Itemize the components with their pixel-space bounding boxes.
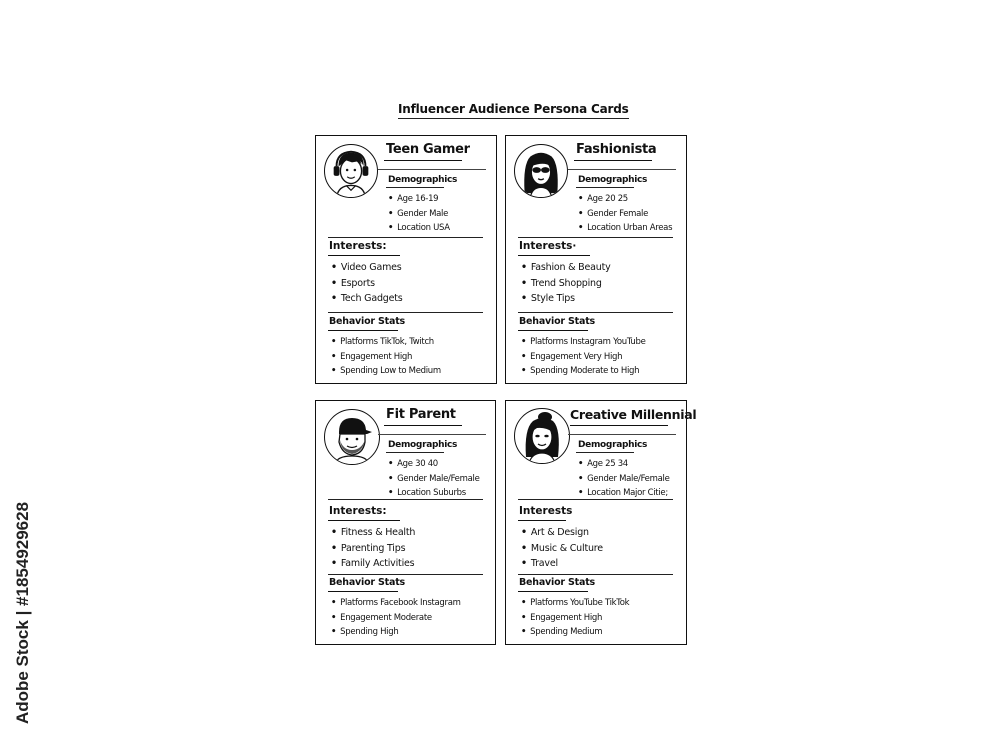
bullet-icon: • [521, 351, 527, 362]
divider [576, 187, 634, 188]
list-item: • Spending Medium [521, 627, 603, 637]
interests-heading: Interests· [519, 240, 577, 252]
fashionista-sunglasses-avatar-icon [514, 144, 568, 198]
bullet-icon: • [521, 277, 527, 289]
behavior-heading: Behavior Stats [329, 316, 406, 327]
bullet-icon: • [388, 473, 394, 484]
list-item: • Travel [521, 558, 558, 569]
bullet-icon: • [521, 558, 527, 569]
divider [328, 574, 483, 575]
list-item: • Engagement High [331, 351, 413, 362]
divider [574, 160, 652, 161]
behavior-list [331, 335, 441, 379]
divider [328, 312, 483, 313]
list-item: • Platforms Facebook Instagram [331, 598, 461, 608]
list-item: • Engagement High [521, 612, 603, 623]
bullet-icon: • [331, 598, 337, 608]
creative-millennial-avatar-icon [514, 408, 570, 464]
persona-card-fashionista [505, 135, 687, 384]
divider [576, 452, 634, 453]
divider [378, 434, 486, 435]
persona-card-creative-millennial [505, 400, 697, 645]
behavior-heading: Behavior Stats [519, 577, 596, 588]
bullet-icon: • [388, 223, 394, 233]
list-item: • Engagement Moderate [331, 612, 432, 623]
list-item: • Gender Male [388, 208, 448, 219]
list-item: • Location Urban Areas [578, 223, 673, 233]
demographics-list [578, 457, 670, 501]
interests-heading: Interests [519, 505, 573, 517]
behavior-heading: Behavior Stats [329, 577, 406, 588]
list-item: • Esports [331, 277, 375, 289]
list-item: • Spending High [331, 627, 399, 637]
persona-name: Fashionista [576, 142, 657, 157]
divider [386, 452, 444, 453]
persona-card-fit-parent [315, 400, 496, 645]
bullet-icon: • [331, 293, 337, 304]
bullet-icon: • [331, 277, 337, 289]
bullet-icon: • [521, 627, 527, 637]
divider [384, 425, 462, 426]
divider [518, 312, 673, 313]
demographics-list [388, 457, 480, 501]
divider [328, 330, 398, 331]
list-item: • Platforms YouTube TikTok [521, 598, 630, 608]
bullet-icon: • [388, 459, 394, 469]
list-item: • Location Major Citie; [578, 488, 668, 498]
interests-heading: Interests: [329, 505, 387, 517]
list-item: • Gender Male/Female [388, 473, 480, 484]
bullet-icon: • [578, 488, 584, 498]
bullet-icon: • [331, 527, 337, 538]
list-item: • Location USA [388, 223, 450, 233]
bullet-icon: • [388, 194, 394, 204]
divider [518, 591, 588, 592]
bullet-icon: • [331, 262, 337, 273]
bullet-icon: • [578, 459, 584, 469]
interests-list [331, 525, 415, 572]
bullet-icon: • [331, 542, 337, 554]
divider [328, 237, 483, 238]
teen-gamer-headset-avatar-icon [324, 144, 378, 198]
demographics-heading: Demographics [578, 440, 648, 450]
divider [378, 169, 486, 170]
divider [518, 255, 590, 256]
bullet-icon: • [521, 262, 527, 273]
bullet-icon: • [388, 488, 394, 498]
bullet-icon: • [388, 208, 394, 219]
list-item: • Platforms TikTok, Twitch [331, 337, 434, 347]
list-item: • Tech Gadgets [331, 293, 403, 304]
bullet-icon: • [331, 366, 337, 376]
persona-name: Teen Gamer [386, 142, 470, 157]
divider [518, 330, 588, 331]
bullet-icon: • [521, 527, 527, 538]
bullet-icon: • [521, 337, 527, 347]
bullet-icon: • [578, 194, 584, 204]
bullet-icon: • [331, 558, 337, 569]
list-item: • Parenting Tips [331, 542, 406, 554]
divider [568, 434, 676, 435]
list-item: • Spending Low to Medium [331, 366, 441, 376]
demographics-heading: Demographics [388, 440, 458, 450]
persona-name: Fit Parent [386, 407, 456, 422]
interests-list [331, 260, 403, 307]
stock-id-label: Adobe Stock | #1854929628 [13, 501, 32, 724]
divider [570, 425, 668, 426]
divider [518, 237, 673, 238]
bullet-icon: • [521, 612, 527, 623]
bullet-icon: • [331, 351, 337, 362]
bullet-icon: • [331, 612, 337, 623]
bullet-icon: • [521, 542, 527, 554]
demographics-list [578, 192, 672, 236]
behavior-heading: Behavior Stats [519, 316, 596, 327]
divider [568, 169, 676, 170]
bullet-icon: • [578, 208, 584, 219]
persona-name: Creative Millennial [570, 407, 697, 422]
interests-heading: Interests: [329, 240, 387, 252]
divider [328, 499, 483, 500]
list-item: • Spending Moderate to High [521, 366, 640, 376]
bullet-icon: • [521, 366, 527, 376]
divider [328, 520, 400, 521]
demographics-heading: Demographics [388, 175, 458, 185]
list-item: • Age 25 34 [578, 459, 628, 469]
list-item: • Age 20 25 [578, 194, 628, 204]
behavior-list [521, 335, 646, 379]
interests-list [521, 260, 611, 307]
bullet-icon: • [331, 337, 337, 347]
list-item: • Age 30 40 [388, 459, 438, 469]
page-title: Influencer Audience Persona Cards [398, 102, 629, 119]
behavior-list [331, 596, 461, 640]
list-item: • Video Games [331, 262, 402, 273]
divider [518, 574, 673, 575]
list-item: • Art & Design [521, 527, 589, 538]
bullet-icon: • [521, 293, 527, 304]
divider [384, 160, 462, 161]
list-item: • Style Tips [521, 293, 575, 304]
list-item: • Family Activities [331, 558, 415, 569]
list-item: • Age 16-19 [388, 194, 439, 204]
divider [328, 255, 400, 256]
demographics-list [388, 192, 450, 236]
persona-card-teen-gamer [315, 135, 497, 384]
list-item: • Gender Male/Female [578, 473, 670, 484]
list-item: • Engagement Very High [521, 351, 623, 362]
divider [328, 591, 398, 592]
demographics-heading: Demographics [578, 175, 648, 185]
bullet-icon: • [331, 627, 337, 637]
bullet-icon: • [578, 223, 584, 233]
list-item: • Location Suburbs [388, 488, 466, 498]
list-item: • Gender Female [578, 208, 648, 219]
bullet-icon: • [578, 473, 584, 484]
fit-parent-cap-avatar-icon [324, 409, 380, 465]
list-item: • Fashion & Beauty [521, 262, 611, 273]
bullet-icon: • [521, 598, 527, 608]
interests-list [521, 525, 603, 572]
behavior-list [521, 596, 629, 640]
list-item: • Music & Culture [521, 542, 603, 554]
divider [386, 187, 444, 188]
divider [518, 520, 566, 521]
list-item: • Fitness & Health [331, 527, 416, 538]
list-item: • Platforms Instagram YouTube [521, 337, 646, 347]
divider [518, 499, 673, 500]
list-item: • Trend Shopping [521, 277, 602, 289]
